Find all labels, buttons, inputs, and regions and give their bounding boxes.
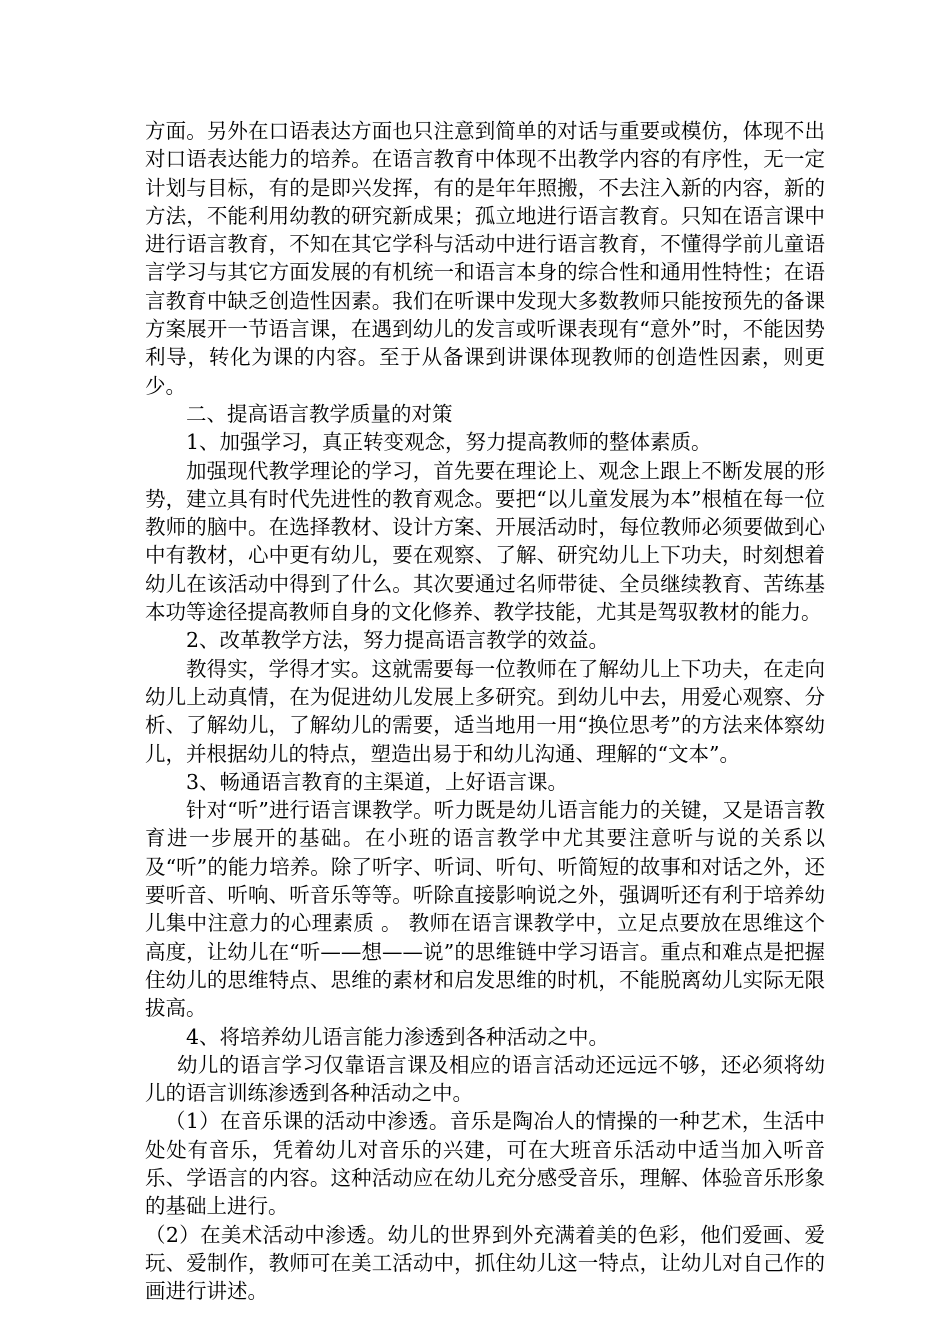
paragraph-art: （2）在美术活动中渗透。幼儿的世界到外充满着美的色彩，他们爱画、爱玩、爱制作，教师可在美工活动中，抓住幼儿这一特点，让幼儿对自己作的画进行讲述。 — [145, 1222, 825, 1304]
paragraph-activities: 幼儿的语言学习仅靠语言课及相应的语言活动还远远不够，还必须将幼儿的语言训练渗透到各种活动之中。 — [145, 1052, 825, 1106]
document-page — [145, 117, 825, 1305]
paragraph-listening: 针对“听”进行语言课教学。听力既是幼儿语言能力的关键，又是语言教育进一步展开的基础。在小班的语言教学中尤其要注意听与说的关系以及“听”的能力培养。除了听字、听词、听句、听简短的故事和对话之外，还要听音、听响、听音乐等等。听除直接影响说之外，强调听还有利于培养幼儿集中注意力的心理素质 。 教师在语言课教学中，立足点要放在思维这个高度，让幼儿在“听——想——说”的思维链中学习语言。重点和难点是把握住幼儿的思维特点、思维的素材和启发思维的时机，不能脱离幼儿实际无限拔高。 — [145, 798, 825, 1021]
subheading-3: 3、畅通语言教育的主渠道，上好语言课。 — [186, 769, 569, 794]
paragraph-music: （1）在音乐课的活动中渗透。音乐是陶冶人的情操的一种艺术，生活中处处有音乐，凭着幼儿对音乐的兴建，可在大班音乐活动中适当加入听音乐、学语言的内容。这种活动应在幼儿充分感受音乐，理解、体验音乐形象的基础上进行。 — [145, 1109, 825, 1219]
paragraph-method: 教得实，学得才实。这就需要每一位教师在了解幼儿上下功夫，在走向幼儿上动真情，在为促进幼儿发展上多研究。到幼儿中去，用爱心观察、分析、了解幼儿，了解幼儿的需要，适当地用一用“换位思考”的方法来体察幼儿，并根据幼儿的特点，塑造出易于和幼儿沟通、理解的“文本”。 — [145, 656, 825, 766]
subheading-2: 2、改革教学方法，努力提高语言教学的效益。 — [186, 628, 610, 653]
subheading-1: 1、加强学习，真正转变观念，努力提高教师的整体素质。 — [186, 430, 712, 455]
subheading-4: 4、将培养幼儿语言能力渗透到各种活动之中。 — [186, 1024, 610, 1049]
section-heading: 二、提高语言教学质量的对策 — [186, 401, 453, 426]
paragraph-study: 加强现代教学理论的学习，首先要在理论上、观念上跟上不断发展的形势，建立具有时代先进性的教育观念。要把“以儿童发展为本”根植在每一位教师的脑中。在选择教材、设计方案、开展活动时，每位教师必须要做到心中有教材，心中更有幼儿，要在观察、了解、研究幼儿上下功夫，时刻想着幼儿在该活动中得到了什么。其次要通过名师带徒、全员继续教育、苦练基本功等途径提高教师自身的文化修养、教学技能，尤其是驾驭教材的能力。 — [145, 458, 825, 625]
paragraph-continuation: 方面。另外在口语表达方面也只注意到简单的对话与重要或模仿，体现不出对口语表达能力的培养。在语言教育中体现不出教学内容的有序性，无一定计划与目标，有的是即兴发挥，有的是年年照搬，不去注入新的内容，新的方法，不能利用幼教的研究新成果；孤立地进行语言教育。只知在语言课中进行语言教育，不知在其它学科与活动中进行语言教育，不懂得学前儿童语言学习与其它方面发展的有机统一和语言本身的综合性和通用性特性；在语言教育中缺乏创造性因素。我们在听课中发现大多数教师只能按预先的备课方案展开一节语言课，在遇到幼儿的发言或听课表现有“意外”时，不能因势利导，转化为课的内容。至于从备课到讲课体现教师的创造性因素，则更少。 — [145, 119, 825, 398]
